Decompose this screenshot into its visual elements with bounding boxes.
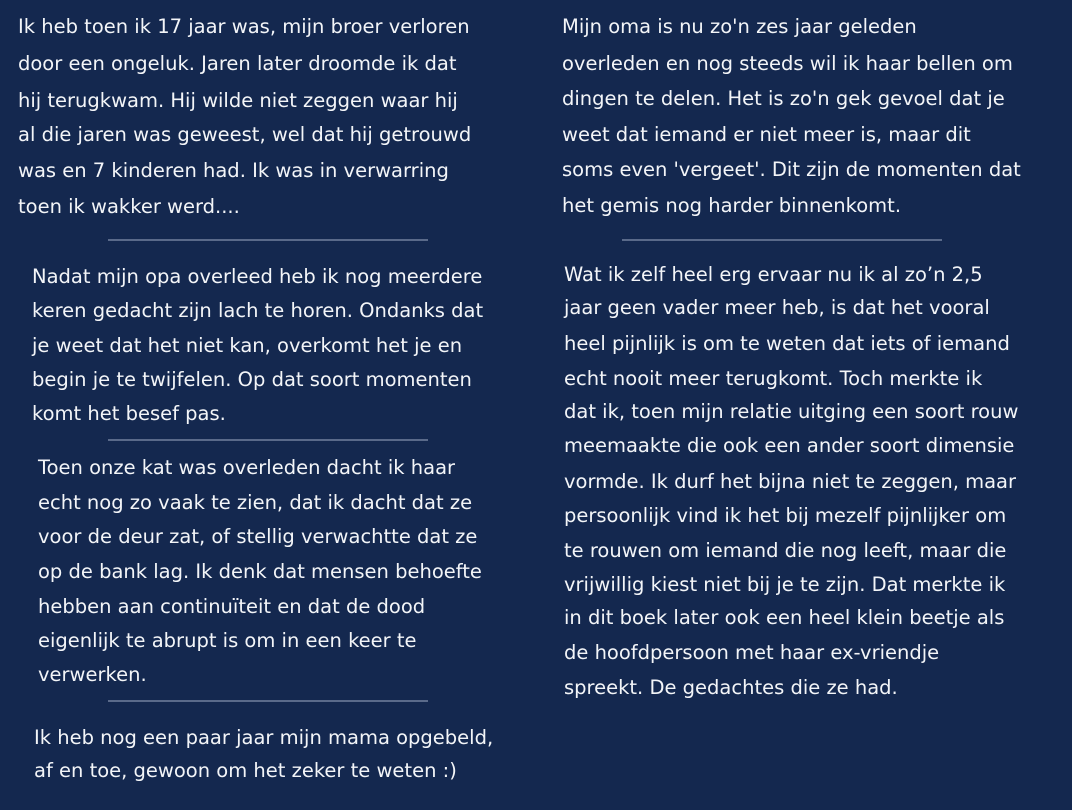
quote-line: Toen onze kat was overleden dacht ik haar <box>38 456 456 479</box>
quote-line: het gemis nog harder binnenkomt. <box>562 194 902 217</box>
quote-line: vrijwillig kiest niet bij je te zijn. Dat merkte ik <box>564 573 1006 596</box>
quote-line: spreekt. De gedachtes die ze had. <box>564 676 898 699</box>
quote-line: echt nooit meer terugkomt. Toch merkte ik <box>564 367 983 390</box>
divider <box>622 239 942 241</box>
quote-line: persoonlijk vind ik het bij mezelf pijnlijker om <box>564 504 1007 527</box>
quote-line: Ik heb toen ik 17 jaar was, mijn broer verloren <box>18 15 470 38</box>
quote-line: voor de deur zat, of stellig verwachtte dat ze <box>38 525 478 548</box>
quote-line: de hoofdpersoon met haar ex-vriendje <box>564 641 940 664</box>
divider <box>108 239 428 241</box>
quote-line: soms even 'vergeet'. Dit zijn de momenten dat <box>562 158 1021 181</box>
quote-line: je weet dat het niet kan, overkomt het je en <box>32 334 463 357</box>
quote-line: overleden en nog steeds wil ik haar bellen om <box>562 52 1013 75</box>
quote-line: af en toe, gewoon om het zeker te weten :) <box>34 759 457 782</box>
quote-line: heel pijnlijk is om te weten dat iets of iemand <box>564 332 1010 355</box>
divider <box>108 439 428 441</box>
quote-line: dingen te delen. Het is zo'n gek gevoel dat je <box>562 87 1005 110</box>
quote-line: verwerken. <box>38 663 147 686</box>
quote-line: meemaakte die ook een ander soort dimensie <box>564 434 1015 457</box>
quote-line: keren gedacht zijn lach te horen. Ondanks dat <box>32 299 484 322</box>
quote-line: echt nog zo vaak te zien, dat ik dacht dat ze <box>38 491 473 514</box>
quote-line: door een ongeluk. Jaren later droomde ik dat <box>18 52 457 75</box>
quote-line: al die jaren was geweest, wel dat hij getrouwd <box>18 123 472 146</box>
quote-line: Ik heb nog een paar jaar mijn mama opgebeld, <box>34 726 494 749</box>
divider <box>108 700 428 702</box>
quote-line: Wat ik zelf heel erg ervaar nu ik al zo’n 2,5 <box>564 263 983 286</box>
quote-line: hebben aan continuïteit en dat de dood <box>38 595 426 618</box>
quote-line: eigenlijk te abrupt is om in een keer te <box>38 629 417 652</box>
quote-line: toen ik wakker werd.... <box>18 195 240 218</box>
quote-line: vormde. Ik durf het bijna niet te zeggen, maar <box>564 470 1017 493</box>
quote-line: op de bank lag. Ik denk dat mensen behoefte <box>38 560 482 583</box>
quote-line: weet dat iemand er niet meer is, maar dit <box>562 123 971 146</box>
quote-line: in dit boek later ook een heel klein beetje als <box>564 606 1005 629</box>
quote-line: jaar geen vader meer heb, is dat het vooral <box>564 296 990 319</box>
quote-line: komt het besef pas. <box>32 402 226 425</box>
quote-line: Mijn oma is nu zo'n zes jaar geleden <box>562 15 917 38</box>
quote-line: was en 7 kinderen had. Ik was in verwarring <box>18 159 449 182</box>
quote-line: hij terugkwam. Hij wilde niet zeggen waar hij <box>18 89 458 112</box>
quote-line: dat ik, toen mijn relatie uitging een soort rouw <box>564 400 1019 423</box>
quote-line: Nadat mijn opa overleed heb ik nog meerdere <box>32 265 483 288</box>
quote-line: begin je te twijfelen. Op dat soort momenten <box>32 368 472 391</box>
quote-line: te rouwen om iemand die nog leeft, maar die <box>564 539 1007 562</box>
